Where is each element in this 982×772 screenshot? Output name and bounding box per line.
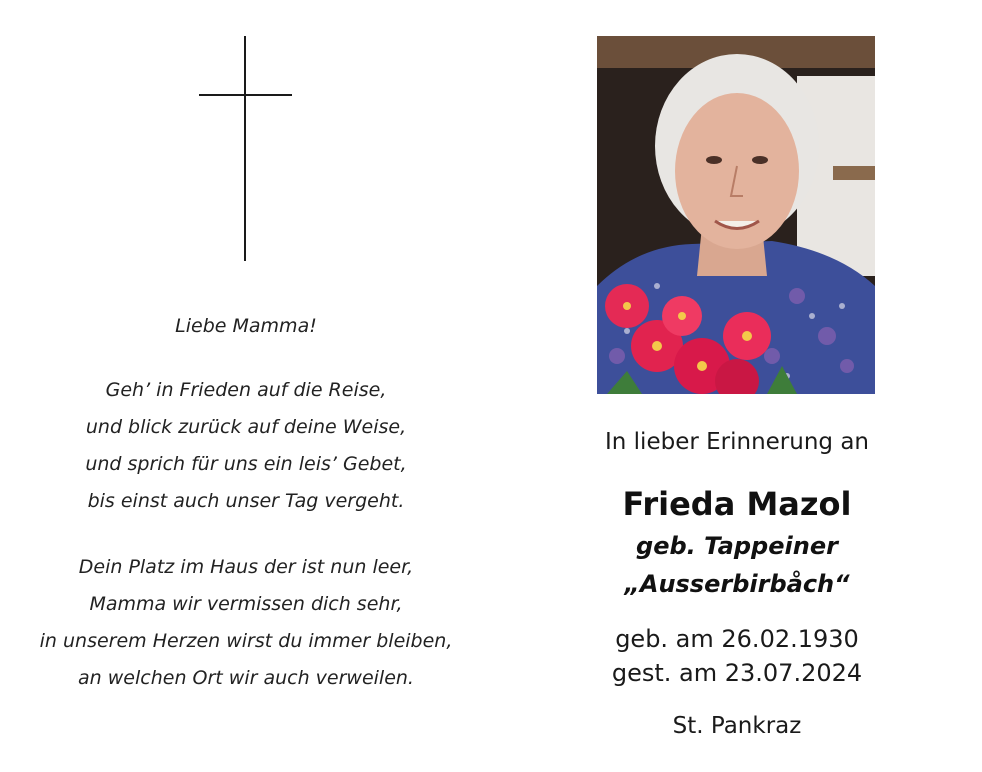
poem-line: in unserem Herzen wirst du immer bleiben,: [39, 630, 453, 652]
poem-stanza-1: [0, 372, 492, 520]
cross-vertical-bar: [244, 36, 246, 261]
poem-line: Liebe Mamma!: [175, 315, 317, 337]
poem-line: und sprich für uns ein leis’ Gebet,: [85, 453, 407, 475]
poem-line: bis einst auch unser Tag vergeht.: [87, 490, 405, 512]
life-dates: [492, 622, 982, 690]
portrait-photo: [597, 36, 875, 394]
house-name: „Ausserbirbåch“: [624, 570, 850, 598]
birth-date: geb. am 26.02.1930: [615, 625, 859, 653]
deceased-name: Frieda Mazol: [622, 485, 852, 523]
poem-line: Dein Platz im Haus der ist nun leer,: [78, 556, 414, 578]
poem-line: Geh’ in Frieden auf die Reise,: [105, 379, 387, 401]
poem-salutation: [0, 308, 492, 345]
poem-line: Mamma wir vermissen dich sehr,: [89, 593, 403, 615]
maiden-name: geb. Tappeiner: [636, 532, 838, 560]
poem-line: und blick zurück auf deine Weise,: [85, 416, 407, 438]
portrait-illustration: [597, 36, 875, 394]
poem-line: an welchen Ort wir auch verweilen.: [78, 667, 414, 689]
poem-stanza-2: [0, 549, 492, 697]
place-name: St. Pankraz: [672, 713, 802, 739]
cross-horizontal-bar: [199, 94, 292, 96]
memorial-intro: In lieber Erinnerung an: [605, 429, 869, 455]
death-date: gest. am 23.07.2024: [611, 659, 863, 687]
